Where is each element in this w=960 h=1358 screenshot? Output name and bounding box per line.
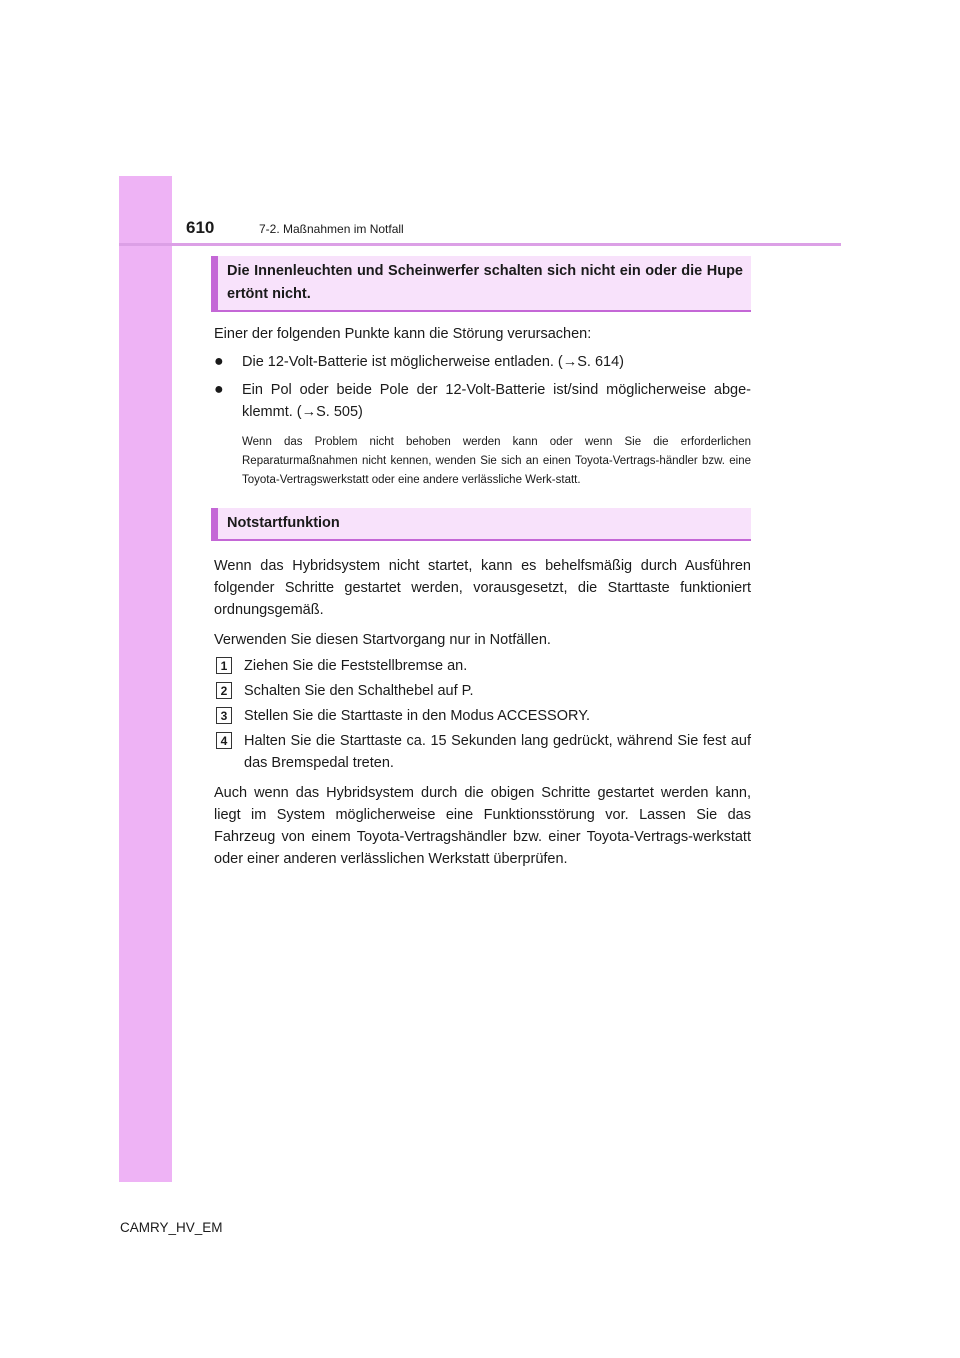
step-item	[216, 655, 751, 677]
steps-list	[211, 655, 751, 774]
list-item	[211, 351, 751, 373]
step-number-badge: 1	[216, 657, 232, 674]
document-code: CAMRY_HV_EM	[120, 1220, 223, 1235]
step-text: Schalten Sie den Schalthebel auf P.	[244, 683, 474, 699]
step-text: Stellen Sie die Starttaste in den Modus ACCESSORY.	[244, 708, 591, 724]
page-number: 610	[186, 218, 215, 237]
list-item	[211, 379, 751, 423]
step-text: Ziehen Sie die Feststellbremse an.	[244, 658, 468, 674]
bullet-text: Ein Pol oder beide Pole der 12-Volt-Batterie ist/sind möglicherweise abge-klemmt. (→S. 505)	[242, 382, 751, 420]
section2-intro: Wenn das Hybridsystem nicht startet, kann es behelfsmäßig durch Ausführen folgender Schritte gestartet werden, vorausgesetzt, die Starttaste funktioniert ordnungsgemäß.	[214, 558, 751, 618]
section-heading-lights-horn: Die Innenleuchten und Scheinwerfer schalten sich nicht ein oder die Hupe ertönt nicht.	[211, 256, 751, 312]
closing-paragraph: Auch wenn das Hybridsystem durch die obigen Schritte gestartet werden kann, liegt im System möglicherweise eine Funktionsstörung vor. Lassen Sie das Fahrzeug von einem Toyota-Vertragshändler bzw. einer Toyota-Vertrags-werkstatt oder einer anderen verlässlichen Werkstatt überprüfen.	[214, 785, 751, 867]
repair-note: Wenn das Problem nicht behoben werden kann oder wenn Sie die erforderlichen Reparaturmaßnahmen nicht kennen, wenden Sie sich an einen Toyota-Vertrags-händler bzw. eine Toyota-Vertragswerkstatt oder eine andere verlässliche Werk-statt.	[242, 436, 751, 486]
bullet-dot-icon: ●	[214, 381, 224, 398]
emergency-only-note: Verwenden Sie diesen Startvorgang nur in Notfällen.	[214, 632, 551, 648]
header-divider	[119, 243, 841, 246]
step-text: Halten Sie die Starttaste ca. 15 Sekunden lang gedrückt, während Sie fest auf das Bremspedal treten.	[244, 733, 751, 771]
step-number-badge: 4	[216, 732, 232, 749]
section-title: 7-2. Maßnahmen im Notfall	[259, 222, 404, 236]
step-number-badge: 2	[216, 682, 232, 699]
page-content	[211, 256, 751, 870]
bullet-text: Die 12-Volt-Batterie ist möglicherweise entladen. (→S. 614)	[242, 354, 625, 370]
step-number-badge: 3	[216, 707, 232, 724]
bullet-dot-icon: ●	[214, 353, 224, 370]
section-heading-emergency-start: Notstartfunktion	[211, 508, 751, 541]
section1-intro: Einer der folgenden Punkte kann die Störung verursachen:	[214, 326, 592, 342]
chapter-sidebar-tab	[119, 176, 172, 1182]
step-item	[216, 730, 751, 774]
step-item	[216, 705, 751, 727]
step-item	[216, 680, 751, 702]
